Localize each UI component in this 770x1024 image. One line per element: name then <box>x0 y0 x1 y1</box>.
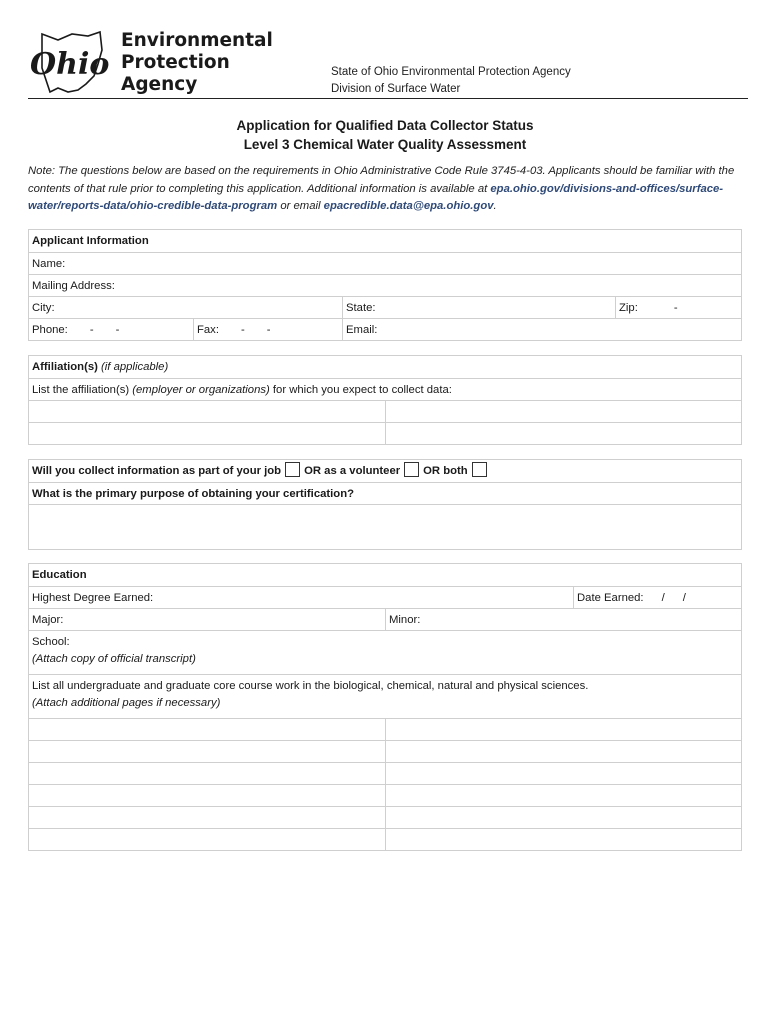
applicant-heading: Applicant Information <box>32 235 149 247</box>
coursework-entry[interactable] <box>385 763 741 784</box>
coursework-entry[interactable] <box>29 807 385 828</box>
applicant-information-section <box>28 229 742 341</box>
coursework-entry[interactable] <box>29 719 385 740</box>
coursework-instructions: List all undergraduate and graduate core course work in the biological, chemical, natural and physical sciences. (Attach additional pages if necessary) <box>32 680 589 709</box>
major-field[interactable]: Major: <box>32 614 64 626</box>
job-checkbox[interactable] <box>285 462 300 477</box>
fax-field[interactable]: Fax: - - <box>193 319 342 340</box>
agency-name: State of Ohio Environmental Protection Agency <box>331 66 571 78</box>
date-earned-field[interactable]: Date Earned: / / <box>573 587 741 608</box>
program-link[interactable]: epa.ohio.gov/divisions-and-offices/surface-water/reports-data/ohio-credible-data-program <box>28 182 724 212</box>
coursework-entry[interactable] <box>385 785 741 806</box>
city-field[interactable]: City: <box>32 302 55 314</box>
coursework-entry[interactable] <box>29 741 385 762</box>
purpose-answer-field[interactable] <box>29 505 741 549</box>
phone-field[interactable]: Phone: - - <box>32 324 120 336</box>
coursework-entry[interactable] <box>29 763 385 784</box>
coursework-entry[interactable] <box>385 829 741 850</box>
coursework-entry[interactable] <box>385 807 741 828</box>
affiliation-section <box>28 355 742 445</box>
affiliation-entry-1[interactable] <box>29 401 385 422</box>
email-field[interactable]: Email: <box>342 319 741 340</box>
affiliation-entry-2[interactable] <box>385 401 741 422</box>
education-section <box>28 563 742 851</box>
logo-wordmark <box>121 30 273 96</box>
ohio-state-outline-icon <box>28 30 118 96</box>
logo-line-environmental: Environmental <box>121 30 273 51</box>
agency-info <box>331 64 571 98</box>
logo-script-text: Ohio <box>30 47 110 82</box>
division-name: Division of Surface Water <box>331 83 461 95</box>
purpose-question: What is the primary purpose of obtaining your certification? <box>32 488 354 500</box>
affiliation-heading: Affiliation(s) (if applicable) <box>32 361 169 373</box>
collection-question: Will you collect information as part of your job OR as a volunteer OR both <box>29 460 741 482</box>
document-header <box>28 24 748 102</box>
school-field[interactable]: School: (Attach copy of official transcript) <box>32 636 196 665</box>
title-line-1: Application for Qualified Data Collector Status <box>236 118 534 133</box>
title-line-2: Level 3 Chemical Water Quality Assessment <box>243 137 527 152</box>
coursework-entry[interactable] <box>385 719 741 740</box>
coursework-entry[interactable] <box>385 741 741 762</box>
state-field[interactable]: State: <box>342 297 615 318</box>
volunteer-checkbox[interactable] <box>404 462 419 477</box>
coursework-entry[interactable] <box>29 829 385 850</box>
logo-line-protection: Protection <box>121 52 230 73</box>
affiliation-entry-3[interactable] <box>29 423 385 444</box>
header-divider <box>28 98 748 99</box>
highest-degree-field[interactable]: Highest Degree Earned: <box>32 592 154 604</box>
logo-line-agency: Agency <box>121 74 198 95</box>
name-field[interactable]: Name: <box>32 258 66 270</box>
affiliation-entry-4[interactable] <box>385 423 741 444</box>
document-title <box>0 116 770 154</box>
affiliation-instructions: List the affiliation(s) (employer or organizations) for which you expect to collect data: <box>32 384 452 396</box>
education-heading: Education <box>32 569 87 581</box>
ohio-epa-logo <box>28 28 288 98</box>
email-link[interactable]: epacredible.data@epa.ohio.gov <box>323 200 494 212</box>
collection-purpose-section <box>28 459 742 550</box>
both-checkbox[interactable] <box>472 462 487 477</box>
coursework-entry[interactable] <box>29 785 385 806</box>
mailing-address-field[interactable]: Mailing Address: <box>32 280 115 292</box>
minor-field[interactable]: Minor: <box>385 609 741 630</box>
zip-field[interactable]: Zip: - <box>615 297 741 318</box>
instructions-note: Note: The questions below are based on the requirements in Ohio Administrative Code Rule 3745-4-03. Applicants should be familiar with the contents of that rule prior to completing this application. Additional information is available at epa.ohio.gov/divisions-and-offices/surface-water/reports-data/ohio-credible-data-program or email epacredible.data@epa.ohio.gov. <box>28 165 735 212</box>
